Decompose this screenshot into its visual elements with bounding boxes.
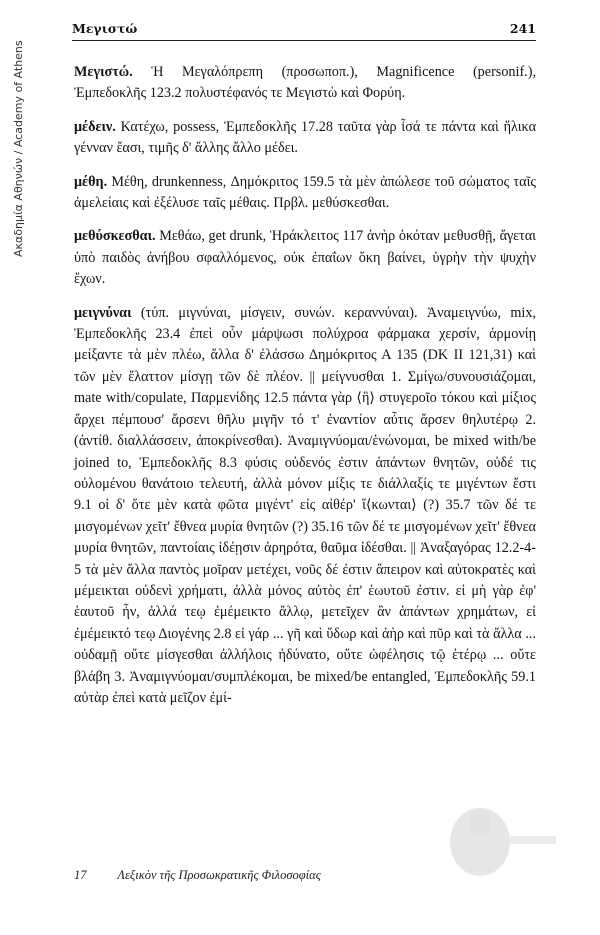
footer-title: Λεξικὸν τῆς Προσωκρατικῆς Φιλοσοφίας [117,868,321,882]
entry-text: Μεθάω, get drunk, Ἡράκλειτος 117 ἀνὴρ ὁκόταν μεθυσθῇ, ἄγεται ὑπὸ παιδὸς ἀνήβου σφαλλόμενος, οὐκ ἐπαΐων ὅκη βαίνει, ὑγρὴν τὴν ψυχὴν ἔχων. [74,228,536,288]
entry-headword: μειγνύναι [74,304,132,321]
entry [74,62,536,105]
entry-text: Ἡ Μεγαλόπρεπη (προσωποπ.), Magnificence (personif.), Ἐμπεδοκλῆς 123.2 πολυστέφανός τε Μεγιστὼ καὶ Φορύη. [74,64,536,102]
running-header [72,18,536,41]
footer-number: 17 [74,868,87,882]
entry-headword: μέθη. [74,173,108,190]
entry-text: (τύπ. μιγνύναι, μίσγειν, συνών. κεραννύναι). Ἀναμειγνύω, mix, Ἐμπεδοκλῆς 23.4 ἐπεὶ οὖν μάρψωσι πολύχροα φάρμακα χερσίν, ἁρμονίῃ μείξαντε τὰ μὲν πλέω, ἄλλα δ' ἐλάσσω Δημόκριτος Α 135 (DK II 121,31) καὶ τῶν μὲν ἔλαττον μίσγῃ τῶν δὲ πλέον. || μείγνυσθαι 1. Σμίγω/συνουσιάζομαι, mate with/copulate, Παρμενίδης 12.5 πάντα γὰρ ⟨ἣ⟩ στυγεροῖο τόκου καὶ μίξιος ἄρχει πέμπουσ' ἄρσενι θῆλυ μιγῆν τό τ' ἐναντίον αὖτις ἄρσεν θηλυτέρῳ 2. (ἀντίθ. διαλλάσσειν, ἀποκρίνεσθαι). Ἀναμιγνύομαι/ἑνώνομαι, be mixed with/be joined to, Ἐμπεδοκλῆς 8.3 φύσις οὐδενός ἐστιν ἁπάντων θνητῶν, οὐδέ τις οὐλομένου θανάτοιο τελευτή, ἀλλὰ μόνον μίξις τε διάλλαξίς τε μιγέντων ἔστι 9.1 οἱ δ' ὅτε μὲν κατὰ φῶτα μιγέντ' εἰς αἰθέρ' ἵ⟨κωνται⟩ (?) 35.7 τῶν δέ τε μισγομένων χεῖτ' ἔθνεα μυρία θνητῶν (?) 35.16 τῶν δέ τε μισγομένων χεῖτ' ἔθνεα μυρία θνητῶν, παντοίαις ἰδέῃσιν ἀρηρότα, θαῦμα ἰδέσθαι. || Ἀναξαγόρας 12.2-4-5 τὰ μὲν ἄλλα παντὸς μοῖραν μετέχει, νοῦς δέ ἐστιν ἄπειρον καὶ αὐτοκρατὲς καὶ μέμεικται οὐδενὶ χρήματι, ἀλλὰ μόνος αὐτὸς ἐπ' ἑωυτοῦ ἐστιν. εἰ μὴ γὰρ ἐφ' ἑαυτοῦ ἦν, ἀλλά τεῳ ἐμέμεικτο ἄλλῳ, μετεῖχεν ἂν ἁπάντων χρημάτων, εἰ ἐμέμεικτό τεῳ Διογένης 2.8 εἰ γάρ ... γῆ καὶ ὕδωρ καὶ ἀὴρ καὶ πῦρ καὶ τὰ ἄλλα ... οὐδαμῇ οὔτε μίσγεσθαι ἀλλήλοις ἠδύνατο, οὔτε ὠφέλησις τῷ ἑτέρῳ ... οὔτε βλάβη 3. Ἀναμιγνύομαι/συμπλέκομαι, be mixed/be entangled, Ἐμπεδοκλῆς 59.1 αὐτὰρ ἐπεὶ κατὰ μεῖζον ἐμί- [74,304,536,706]
entry-headword: μέδειν. [74,118,116,135]
entry-headword: μεθύσκεσθαι. [74,228,156,245]
header-word: Μεγιστώ [72,21,138,36]
page-number: 241 [509,21,536,36]
running-footer [74,868,536,883]
side-label-text: Ακαδημία Αθηνών / Academy of Athens [12,40,25,257]
entry-text: Μέθη, drunkenness, Δημόκριτος 159.5 τὰ μὲν ἀπώλεσε τοῦ σώματος ταῖς ἀμελείαις καὶ ἐξέλυσε ταῖς μέθαις. Πρβλ. μεθύσκεσθαι. [74,173,536,212]
entry [74,303,536,710]
entry [74,226,536,290]
entry [74,117,536,160]
archive-side-label [12,40,30,370]
entry [74,172,536,215]
entry-headword: Μεγιστώ. [74,64,133,80]
entry-text: Κατέχω, possess, Ἐμπεδοκλῆς 17.28 ταῦτα γὰρ ἶσά τε πάντα καὶ ἥλικα γένναν ἔασι, τιμῆς δ' ἄλλης ἄλλο μέδει. [74,118,536,157]
page-body [74,62,536,721]
